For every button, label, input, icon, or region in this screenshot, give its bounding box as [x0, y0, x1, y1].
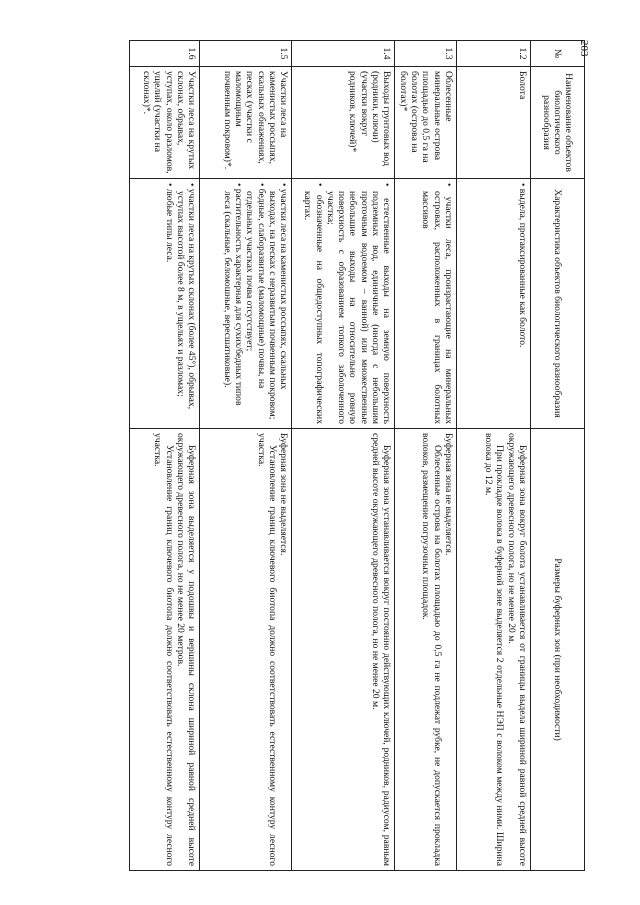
table-row	[457, 41, 531, 871]
characteristic-item: • выдела, протаксированные как болото.	[517, 183, 528, 348]
buffer-cell	[200, 429, 292, 871]
buffer-cell	[457, 429, 531, 871]
characteristics-cell	[395, 179, 457, 429]
buffer-paragraph: Установление границ ключевого биотопа должно соответствовать естественному контуру лесного участка.	[152, 433, 175, 866]
object-name: Выходы грунтовых вод (родники, ключи) (участки вокруг родников, ключей)*	[292, 67, 395, 179]
characteristic-item: • участки леса на крутых склонах (более 45°), обрывах, уступах высотой более 8 м, в ущельях и разломах;	[175, 183, 198, 410]
characteristic-item: • обозначенные на общедоступных топографических картах.	[302, 183, 325, 424]
buffer-cell	[292, 429, 395, 871]
buffer-paragraph: При прокладке волока в буферной зоне выделяется 2 отдельные НЭП с волоком между ними. Ширина волока до 12 м.	[483, 433, 506, 866]
header-object-name: Наименование объектов биологического разнообразия	[531, 67, 585, 179]
row-number: 1.3	[395, 41, 457, 67]
table-row	[395, 41, 457, 871]
buffer-cell	[395, 429, 457, 871]
object-name: Болота	[457, 67, 531, 179]
header-buffer-zones: Размеры буферных зон (при необходимости)	[531, 429, 585, 871]
characteristic-item: • растительность характерная для сухих/бедных типов леса (скальные, беломошные, вересшатиковые).	[221, 183, 245, 406]
characteristics-cell	[200, 179, 292, 429]
row-number: 1.6	[130, 41, 200, 67]
buffer-paragraph: Буферная зона выделяется у подошвы и вершины склона шириной равной средней высоте окружающего древесного полога, но не менее 20 метров.	[175, 433, 198, 866]
characteristics-cell	[130, 179, 200, 429]
characteristic-item: • естественные выходы на земную поверхность подземных вод, единичные (иногда с небольшим проточным водоемом – ванной) или множественные небольшие выходы на относительно ровную поверхность с образованием топкого заболоченного участка;	[324, 183, 393, 424]
buffer-paragraph: Буферная зона не выделяется.	[443, 433, 454, 556]
header-number: №	[531, 41, 585, 67]
buffer-paragraph: Установление границ ключевого биотопа должно соответствовать естественному контуру лесного участка.	[255, 433, 279, 866]
table-row	[130, 41, 200, 871]
characteristics-cell	[292, 179, 395, 429]
page-number: 203	[578, 40, 590, 57]
buffer-cell	[130, 429, 200, 871]
buffer-paragraph: Буферная зона не выделяется.	[278, 433, 290, 556]
table-row	[200, 41, 292, 871]
object-name: Облесенные минеральные острова площадью до 0,5 га на болотах (острова на болотах)*	[395, 67, 457, 179]
buffer-paragraph: Буферная зона устанавливается вокруг постоянно действующих ключей, родников, радиусом, равным средней высоте окружающего древесного полога, но не менее 20 м.	[370, 433, 393, 866]
buffer-paragraph: Облесенные острова на болотах площадью до 0,5 га не подлежат рубке, не допускается прокладка волоков, размещение погрузочных площадок.	[420, 433, 443, 866]
table-row	[292, 41, 395, 871]
characteristic-item: • бедные, слаборазвитые (маломощные) почвы, на отдельных участках почва отсутствует;	[244, 183, 267, 389]
characteristics-cell	[457, 179, 531, 429]
object-name: Участки леса на крутых склонах, обрывах, уступах, около разломов, ущелий (участки на склонах)*.	[130, 67, 200, 179]
characteristic-item: • участки леса, произрастающие на минеральных островах, расположенных в границах болотных массивов	[420, 183, 454, 424]
biodiversity-objects-table	[129, 40, 585, 871]
table-header-row	[531, 41, 585, 871]
rotated-page-content	[110, 40, 585, 870]
header-characteristics: Характеристика объектов биологического разнообразия	[531, 179, 585, 429]
characteristic-item: • участки леса на каменистых россыпях, скальных выходах, на песках с неразвитым почвенным покровом;	[267, 183, 290, 420]
row-number: 1.4	[292, 41, 395, 67]
buffer-paragraph: Буферная зона вокруг болота устанавливается от границы выдела шириной равной средней высоте окружающего древесного полога, но не менее 20 м.	[505, 433, 528, 866]
object-name: Участки леса на каменистых россыпях, скальных обнажениях, песках (участки с маломощным почвенным покровом)*.	[200, 67, 292, 179]
row-number: 1.2	[457, 41, 531, 67]
characteristic-item: • любые типы леса.	[163, 183, 175, 263]
row-number: 1.5	[200, 41, 292, 67]
